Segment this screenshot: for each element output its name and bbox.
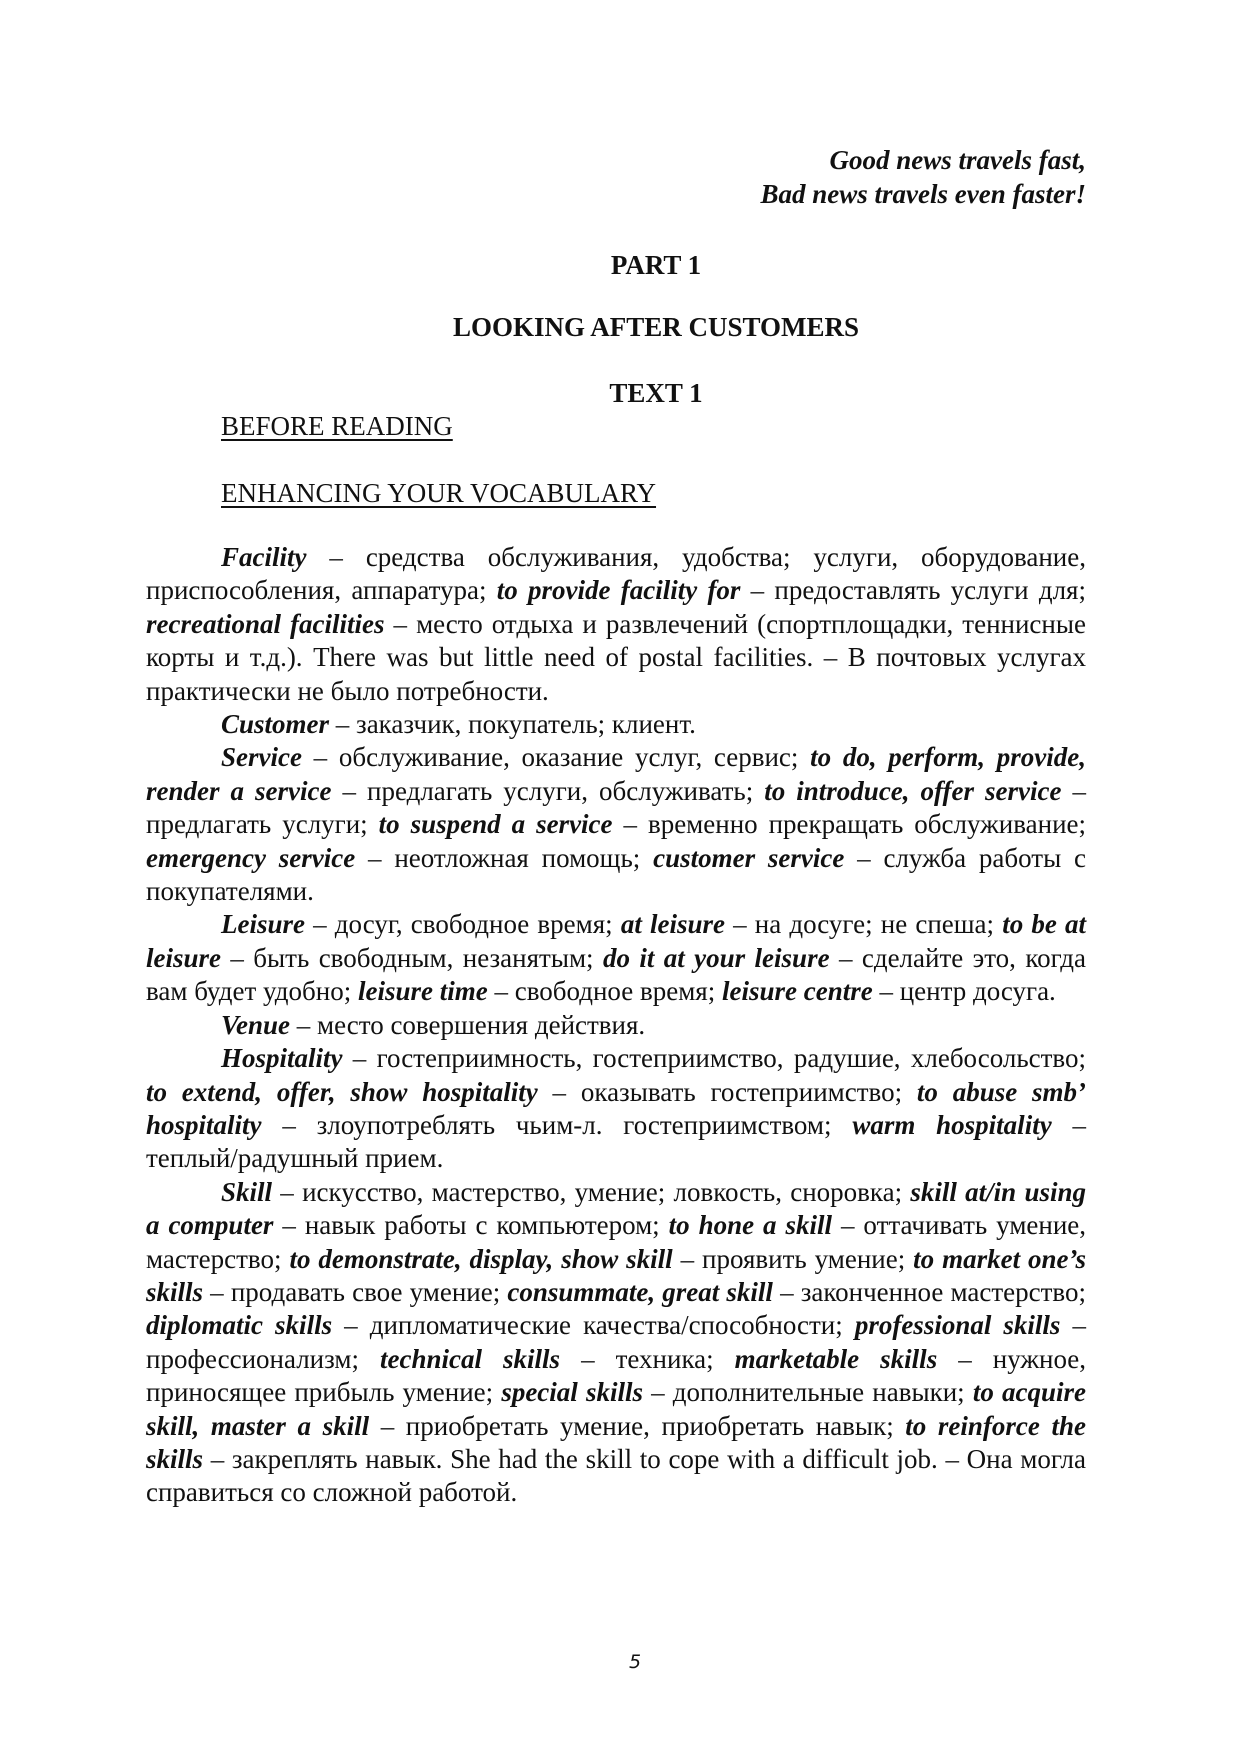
vocabulary-heading: ENHANCING YOUR VOCABULARY [221,478,657,508]
definition: – быть свободным, незанятым; [221,942,603,973]
definition: – оттачивать умение, мастерство; [146,1210,1087,1274]
phrase: leisure centre [721,976,873,1007]
definition: – гостеприимность, гостеприимство, радушие, хлебосольство; [342,1043,1086,1074]
definition: – предлагать услуги, обслуживать; [331,775,765,806]
phrase: to do, perform, provide, render a service [146,742,1086,806]
phrase: special skills [501,1377,643,1408]
definition: – нужное, приносящее прибыль умение; [146,1343,1087,1408]
vocabulary-body [146,541,1086,1510]
phrase: recreational facilities [146,608,385,639]
epigraph-line-1: Good news travels fast, [829,145,1086,175]
definition: – заказчик, покупатель; клиент. [329,709,696,740]
entry-service [146,741,1086,908]
definition: – навык работы с компьютером; [273,1210,669,1241]
phrase: to acquire skill, master a skill [146,1377,1086,1441]
definition: – неотложная помощь; [355,842,654,873]
phrase: to market one’s skills [146,1243,1086,1307]
definition: – обслуживание, оказание услуг, сервис; [301,742,811,773]
text-heading: TEXT 1 [609,378,703,408]
term: Venue [221,1009,291,1040]
phrase: to abuse smb’ hospitality [146,1076,1087,1140]
entry-facility [146,541,1086,708]
term: Service [221,742,302,773]
definition: – искусство, мастерство, умение; ловкость, сноровка; [272,1176,911,1207]
phrase: emergency service [146,842,356,873]
page-number: 5 [628,1651,642,1673]
definition: – предоставлять услуги для; [740,575,1086,606]
phrase: to hone a skill [668,1210,833,1241]
entry-skill [146,1176,1086,1510]
phrase: to introduce, offer service [764,775,1062,806]
phrase: skill at/in using a computer [146,1176,1087,1241]
definition: – закреплять навык. She had the skill to cope with a difficult job. – Она могла справиться со сложной работой. [146,1443,1086,1508]
definition: – временно прекращать обслуживание; [612,809,1086,840]
definition: – злоупотреблять чьим-л. гостеприимством; [261,1109,853,1140]
entry-venue [146,1009,1086,1042]
definition: – оказывать гостеприимство; [537,1076,917,1107]
definition: – приобретать умение, приобретать навык; [369,1410,906,1441]
definition: – сделайте это, когда вам будет удобно; [146,942,1087,1007]
phrase: diplomatic skills [146,1310,333,1341]
term: Facility [221,542,307,572]
epigraph [761,143,1086,211]
section-heading: LOOKING AFTER CUSTOMERS [452,312,860,342]
epigraph-line-2: Bad news travels even faster! [760,179,1086,209]
definition: – досуг, свободное время; [305,909,621,940]
term: Hospitality [221,1043,343,1074]
before-reading-heading: BEFORE READING [221,411,453,441]
phrase: at leisure [620,909,725,940]
definition: – дополнительные навыки; [642,1377,973,1408]
phrase: warm hospitality [852,1109,1052,1140]
phrase: technical skills [380,1343,561,1374]
phrase: to provide facility for [496,575,741,606]
term: Customer [221,709,330,740]
entry-leisure [146,908,1086,1008]
definition: – дипломатические качества/способности; [332,1310,855,1341]
phrase: to be at leisure [146,909,1086,973]
term: Skill [221,1176,273,1207]
phrase: do it at your leisure [602,942,830,973]
definition: – профессионализм; [146,1310,1086,1374]
definition: – законченное мастерство; [772,1276,1086,1307]
definition: – продавать свое умение; [203,1276,508,1307]
phrase: to suspend a service [378,809,613,840]
phrase: leisure time [357,976,488,1007]
phrase: customer service [653,842,845,873]
part-heading: PART 1 [610,250,702,280]
phrase: consummate, great skill [507,1276,773,1307]
entry-customer [146,708,1086,741]
definition: – место совершения действия. [290,1009,646,1040]
definition: – свободное время; [487,976,722,1007]
phrase: to reinforce the skills [146,1410,1086,1474]
entry-hospitality [146,1042,1086,1176]
definition: – на досуге; не спеша; [724,909,1003,940]
phrase: marketable skills [734,1343,938,1374]
term: Leisure [221,909,305,940]
definition: – предлагать услуги; [146,775,1087,840]
definition: – проявить умение; [672,1243,914,1274]
definition: – техника; [560,1343,735,1374]
definition: – служба работы с покупателями. [146,842,1087,907]
definition: – средства обслуживания, удобства; услуги, оборудование, приспособления, аппаратура; [146,542,1086,606]
phrase: professional skills [854,1310,1061,1341]
definition: – теплый/радушный прием. [146,1109,1087,1174]
definition: – центр досуга. [872,976,1056,1007]
phrase: to extend, offer, show hospitality [146,1076,538,1107]
definition: – место отдыха и развлечений (спортплощадки, теннисные корты и т.д.). There was but little need of postal facilities. – В почтовых услугах практически не было потребности. [146,608,1086,706]
phrase: to demonstrate, display, show skill [289,1243,673,1274]
